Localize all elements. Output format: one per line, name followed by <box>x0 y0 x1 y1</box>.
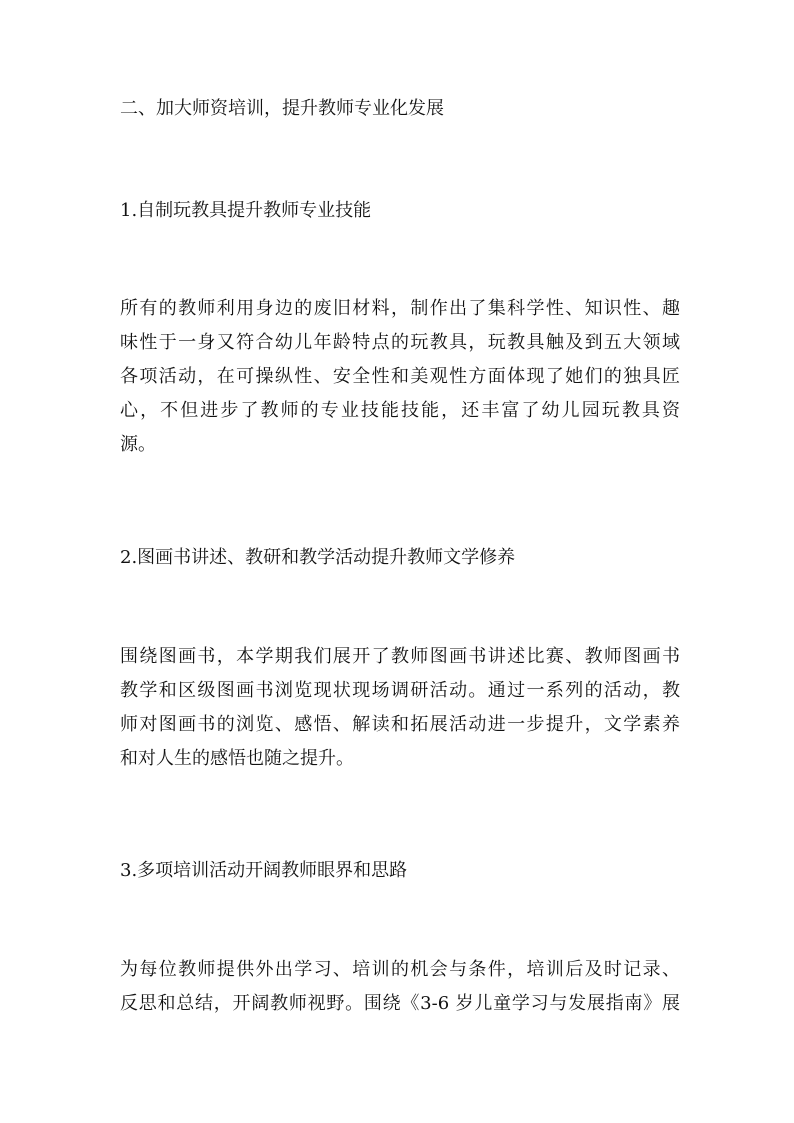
paragraph-line: 教学和区级图画书浏览现状现场调研活动。通过一系列的活动，教 <box>120 680 680 701</box>
paragraph-line: 源。 <box>120 434 156 455</box>
paragraph-line: 心，不但进步了教师的专业技能技能，还丰富了幼儿园玩教具资 <box>120 400 680 421</box>
paragraph-line: 味性于一身又符合幼儿年龄特点的玩教具，玩教具触及到五大领域 <box>120 332 680 353</box>
paragraph-line: 围绕图画书，本学期我们展开了教师图画书讲述比赛、教师图画书 <box>120 646 680 667</box>
paragraph-line: 为每位教师提供外出学习、培训的机会与条件，培训后及时记录、 <box>120 959 680 980</box>
paragraph-line: 反思和总结，开阔教师视野。围绕《3-6 岁儿童学习与发展指南》展 <box>120 993 680 1014</box>
paragraph-2 <box>120 640 680 776</box>
paragraph-3 <box>120 953 680 1021</box>
subsection-heading-1: 1.自制玩教具提升教师专业技能 <box>120 200 372 221</box>
section-title: 二、加大师资培训，提升教师专业化发展 <box>120 98 444 119</box>
paragraph-line: 各项活动，在可操纵性、安全性和美观性方面体现了她们的独具匠 <box>120 366 680 387</box>
subsection-heading-3: 3.多项培训活动开阔教师眼界和思路 <box>120 860 408 881</box>
paragraph-line: 所有的教师利用身边的废旧材料，制作出了集科学性、知识性、趣 <box>120 298 680 319</box>
paragraph-1 <box>120 292 680 462</box>
paragraph-line: 和对人生的感悟也随之提升。 <box>120 748 354 769</box>
subsection-heading-2: 2.图画书讲述、教研和教学活动提升教师文学修养 <box>120 547 516 568</box>
paragraph-line: 师对图画书的浏览、感悟、解读和拓展活动进一步提升，文学素养 <box>120 714 680 735</box>
